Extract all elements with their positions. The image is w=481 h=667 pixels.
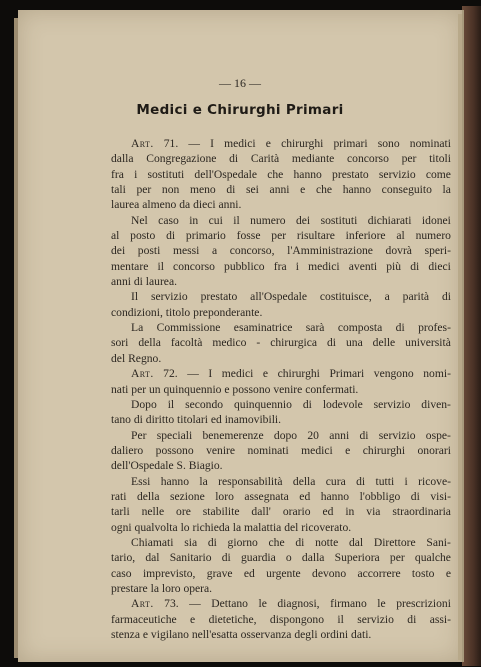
text-line: condizioni, titolo preponderante. xyxy=(111,305,263,319)
text-line: mentare il concorso pubblico fra i medici aventi più di dieci xyxy=(111,259,451,273)
text-line: tali per non meno di sei anni e che hanno conseguito la xyxy=(111,183,451,197)
text-line: tarli nelle ore stabilite dall' orario ed in via straordinaria xyxy=(111,505,451,519)
text-line: prestare la loro opera. xyxy=(111,581,213,595)
text-line: al posto di primario fosse per risultare inferiore al numero xyxy=(111,229,451,243)
text-line: ogni qualvolta lo richieda la malattia del ricoverato. xyxy=(111,520,352,534)
text-line: dalla Congregazione di Carità mediante concorso per titoli xyxy=(111,152,451,166)
text-line: nati per un quinquennio e possono venire confermati. xyxy=(111,382,359,396)
text-line: La Commissione esaminatrice sarà composta di profes- xyxy=(131,321,451,335)
section-title: Medici e Chirurghi Primari xyxy=(136,102,344,118)
text-line: sori della facoltà medico - chirurgica di una delle università xyxy=(111,336,451,350)
text-line: stenza e vigilano nell'esatta osservanza degli ordini dati. xyxy=(111,628,372,641)
text-line: farmaceutiche e dietetiche, dispongono il servizio di assi- xyxy=(111,612,451,626)
text-line: Nel caso in cui il numero dei sostituti dichiarati idonei xyxy=(131,213,451,227)
text-line: Dopo il secondo quinquennio di lodevole servizio diven- xyxy=(131,397,451,411)
text-line: del Regno. xyxy=(111,351,162,365)
page-number: — 16 — xyxy=(219,76,261,90)
text-line: tario, dal Sanitario di guardia o dalla Superiora per qualche xyxy=(111,551,451,565)
text-line: tano di diritto titolari ed inamovibili. xyxy=(111,413,282,427)
text-line: dei posti messi a concorso, l'Amministrazione dovrà speri- xyxy=(111,244,451,258)
text-line: Art. 72. — I medici e chirurghi Primari vengono nomi- xyxy=(131,367,451,381)
text-line: caso imprevisto, grave ed urgente devono accorrere tosto e xyxy=(111,566,451,580)
text-line: Art. 73. — Dettano le diagnosi, firmano le prescrizioni xyxy=(131,597,451,611)
text-line: laurea almeno da dieci anni. xyxy=(111,198,242,212)
text-line: anni di laurea. xyxy=(111,275,177,289)
book-page xyxy=(18,10,464,662)
text-line: Chiamati sia di giorno che di notte dal Direttore Sani- xyxy=(131,535,451,549)
text-line: Per speciali benemerenze dopo 20 anni di servizio ospe- xyxy=(131,428,451,442)
page-edge xyxy=(458,14,462,660)
body-text xyxy=(111,136,451,642)
text-line: daliero possono venire nominati medici e chirurghi onorari xyxy=(111,443,451,457)
text-line: Art. 71. — I medici e chirurghi primari sono nominati xyxy=(131,137,451,150)
text-line: Il servizio prestato all'Ospedale costituisce, a parità di xyxy=(131,290,451,304)
text-line: fra i sostituti dell'Ospedale che hanno prestato servizio come xyxy=(111,167,451,181)
text-line: Essi hanno la responsabilità della cura di tutti i ricove- xyxy=(131,474,451,488)
book-spine xyxy=(462,6,481,666)
text-line: dell'Ospedale S. Biagio. xyxy=(111,459,223,473)
text-line: rati della sezione loro assegnata ed hanno l'obbligo di visi- xyxy=(111,489,451,503)
